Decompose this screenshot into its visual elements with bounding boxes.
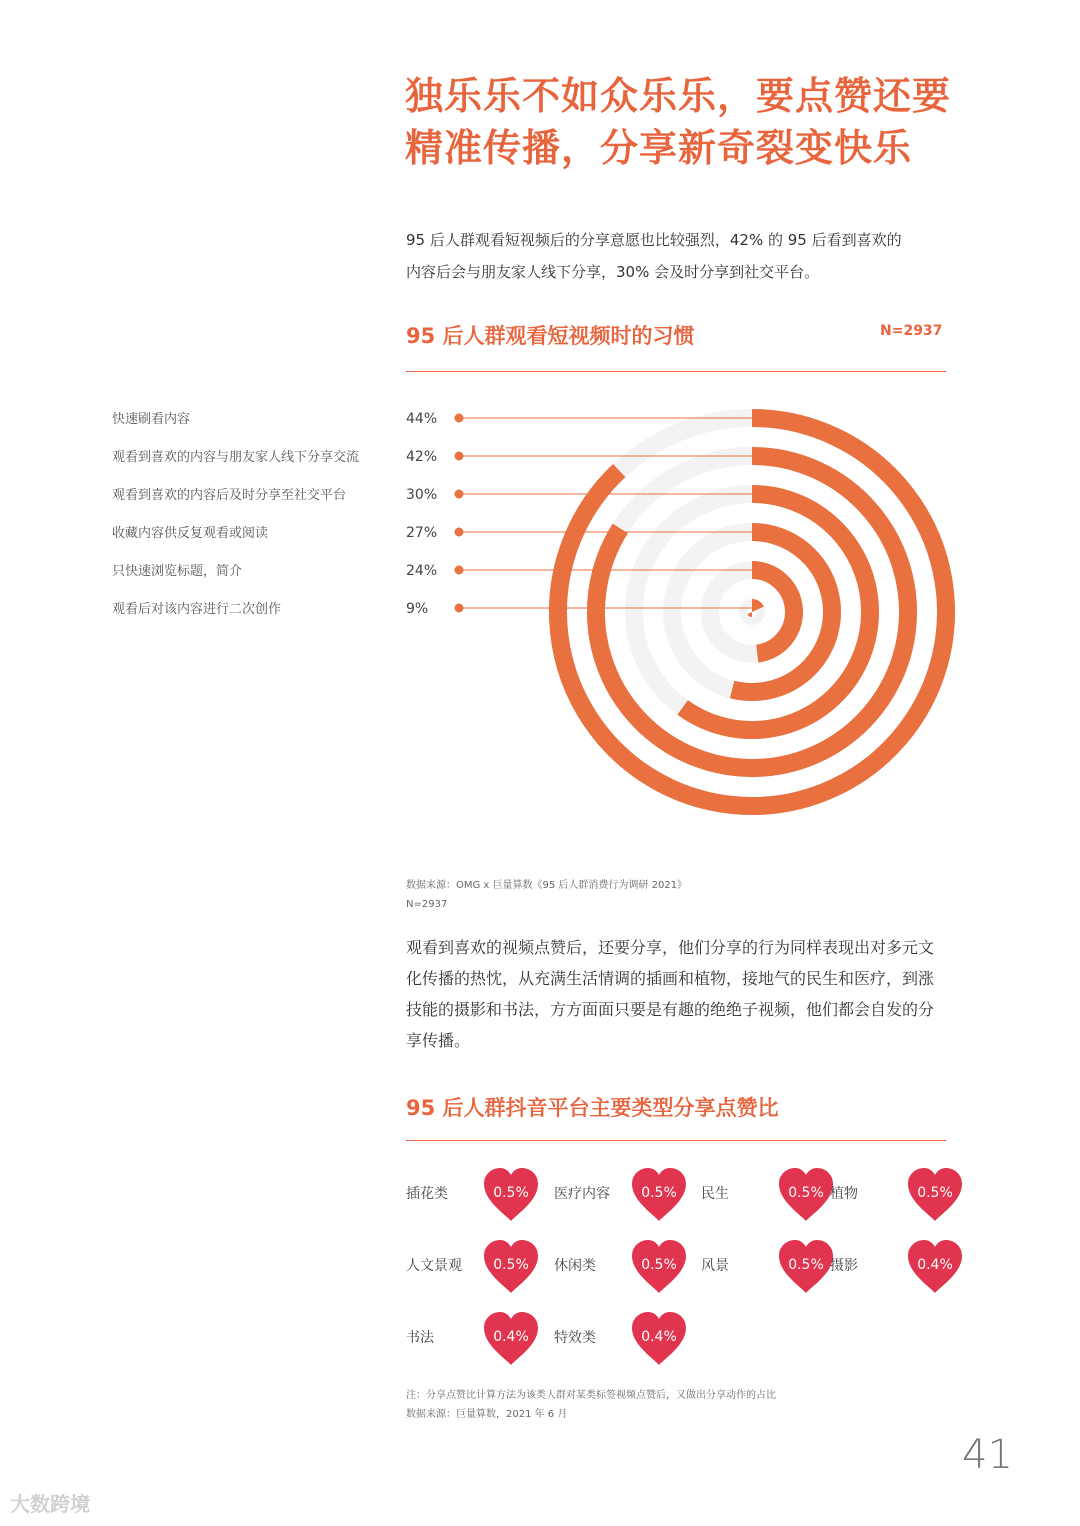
heart-item-label: 休闲类 bbox=[554, 1258, 596, 1274]
leader-dot-2 bbox=[455, 490, 464, 499]
heart-item-label: 摄影 bbox=[830, 1258, 858, 1274]
heart-item-value: 0.5% bbox=[493, 1185, 529, 1201]
heart-icon bbox=[906, 1239, 964, 1295]
leader-dot-3 bbox=[455, 528, 464, 537]
chart2-note-line-2: 数据来源：巨量算数，2021 年 6 月 bbox=[406, 1409, 568, 1420]
heart-item bbox=[554, 1235, 704, 1295]
title-line-2: 精准传播，分享新奇裂变快乐 bbox=[405, 126, 913, 170]
heart-icon bbox=[630, 1311, 688, 1367]
value-label-1: 42% bbox=[406, 449, 438, 465]
heart-item-value: 0.4% bbox=[493, 1329, 529, 1345]
intro-line-1: 95 后人群观看短视频后的分享意愿也比较强烈，42% 的 95 后看到喜欢的 bbox=[406, 231, 902, 249]
leader-dot-4 bbox=[455, 566, 464, 575]
chart1-source bbox=[406, 876, 687, 914]
title-line-1: 独乐乐不如众乐乐，要点赞还要 bbox=[405, 74, 952, 118]
category-label-3: 收藏内容供反复观看或阅读 bbox=[112, 526, 269, 541]
heart-icon bbox=[777, 1239, 835, 1295]
heart-icon bbox=[630, 1167, 688, 1223]
heart-item-value: 0.5% bbox=[493, 1257, 529, 1273]
heart-item bbox=[701, 1235, 851, 1295]
category-label-4: 只快速浏览标题，简介 bbox=[112, 564, 243, 579]
chart1-source-line-1: 数据来源：OMG x 巨量算数《95 后人群消费行为调研 2021》 bbox=[406, 880, 688, 891]
heart-item-label: 植物 bbox=[830, 1186, 858, 1202]
heart-item bbox=[554, 1307, 704, 1367]
heart-item-value: 0.4% bbox=[641, 1329, 677, 1345]
heart-icon bbox=[777, 1167, 835, 1223]
heart-item-label: 人文景观 bbox=[406, 1258, 462, 1274]
heart-item-value: 0.5% bbox=[788, 1257, 824, 1273]
heart-icon bbox=[630, 1239, 688, 1295]
chart2-title: 95 后人群抖音平台主要类型分享点赞比 bbox=[406, 1096, 779, 1120]
chart1-source-line-2: N=2937 bbox=[406, 899, 448, 910]
watermark-logo: 大数跨境 bbox=[10, 1492, 90, 1516]
heart-item bbox=[406, 1307, 556, 1367]
heart-item bbox=[406, 1163, 556, 1223]
heart-item-label: 风景 bbox=[701, 1258, 729, 1274]
heart-item-label: 医疗内容 bbox=[554, 1186, 610, 1202]
chart2-note-line-1: 注：分享点赞比计算方法为该类人群对某类标签视频点赞后，又做出分享动作的占比 bbox=[406, 1390, 776, 1401]
heart-item-label: 民生 bbox=[701, 1186, 729, 1202]
heart-icon bbox=[482, 1239, 540, 1295]
heart-icon bbox=[482, 1311, 540, 1367]
heart-item-label: 插花类 bbox=[406, 1186, 448, 1202]
heart-item bbox=[554, 1163, 704, 1223]
value-label-2: 30% bbox=[406, 487, 438, 503]
chart2-divider bbox=[406, 1140, 946, 1141]
page-number: 41 bbox=[962, 1432, 1013, 1478]
heart-item-label: 特效类 bbox=[554, 1330, 596, 1346]
category-label-0: 快速刷看内容 bbox=[112, 412, 191, 427]
heart-item-value: 0.5% bbox=[641, 1257, 677, 1273]
heart-item-value: 0.5% bbox=[788, 1185, 824, 1201]
heart-item bbox=[830, 1235, 980, 1295]
heart-item-value: 0.5% bbox=[917, 1185, 953, 1201]
body-line-1: 观看到喜欢的视频点赞后，还要分享，他们分享的行为同样表现出对多元文 bbox=[406, 938, 935, 957]
bar-arc-5 bbox=[752, 608, 756, 610]
value-label-5: 9% bbox=[406, 601, 429, 617]
heart-icon bbox=[482, 1167, 540, 1223]
heart-item bbox=[406, 1235, 556, 1295]
body-line-3: 技能的摄影和书法，方方面面只要是有趣的绝绝子视频，他们都会自发的分 bbox=[406, 1000, 935, 1019]
value-label-0: 44% bbox=[406, 411, 438, 427]
category-label-5: 观看后对该内容进行二次创作 bbox=[112, 602, 282, 617]
body-paragraph bbox=[406, 932, 951, 1056]
leader-dot-0 bbox=[455, 414, 464, 423]
chart1-sample-size: N=2937 bbox=[880, 323, 943, 339]
heart-icon bbox=[906, 1167, 964, 1223]
heart-item-label: 书法 bbox=[406, 1330, 434, 1346]
heart-item-value: 0.5% bbox=[641, 1185, 677, 1201]
body-line-2: 化传播的热忱，从充满生活情调的插画和植物，接地气的民生和医疗，到涨 bbox=[406, 969, 935, 988]
chart1-title: 95 后人群观看短视频时的习惯 bbox=[406, 324, 695, 348]
body-line-4: 享传播。 bbox=[406, 1031, 471, 1050]
leader-dot-1 bbox=[455, 452, 464, 461]
heart-item bbox=[830, 1163, 980, 1223]
category-label-1: 观看到喜欢的内容与朋友家人线下分享交流 bbox=[112, 450, 360, 465]
value-label-3: 27% bbox=[406, 525, 438, 541]
category-label-2: 观看到喜欢的内容后及时分享至社交平台 bbox=[112, 488, 347, 503]
value-label-4: 24% bbox=[406, 563, 438, 579]
intro-line-2: 内容后会与朋友家人线下分享，30% 会及时分享到社交平台。 bbox=[406, 263, 820, 281]
chart2-note bbox=[406, 1386, 776, 1424]
heart-item-value: 0.4% bbox=[917, 1257, 953, 1273]
heart-item bbox=[701, 1163, 851, 1223]
leader-dot-5 bbox=[455, 604, 464, 613]
